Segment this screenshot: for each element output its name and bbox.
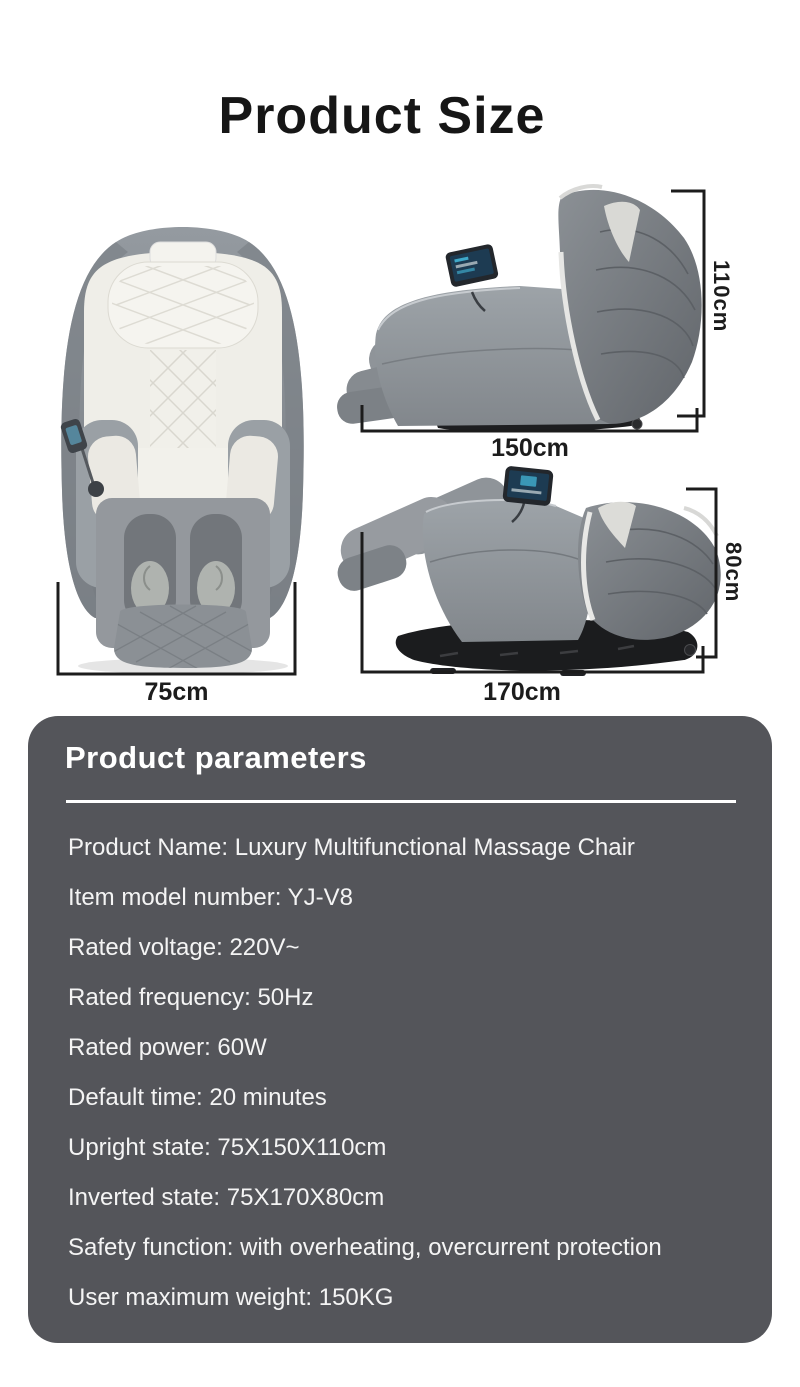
parameter-item: Default time: 20 minutes bbox=[68, 1084, 327, 1111]
reclined-armrest bbox=[423, 500, 592, 642]
reclined-height-label: 80cm bbox=[721, 542, 746, 603]
parameter-item: Upright state: 75X150X110cm bbox=[68, 1134, 387, 1161]
parameter-item: Safety function: with overheating, overcurrent protection bbox=[68, 1234, 662, 1261]
parameter-item: Rated voltage: 220V~ bbox=[68, 934, 300, 961]
upright-length-label: 150cm bbox=[491, 434, 569, 462]
front-view-image bbox=[60, 227, 304, 674]
front-width-label: 75cm bbox=[144, 678, 209, 706]
product-parameters-panel bbox=[28, 716, 772, 1343]
parameters-heading: Product parameters bbox=[65, 740, 367, 775]
parameter-item: Item model number: YJ-V8 bbox=[68, 884, 354, 911]
parameter-item: Product Name: Luxury Multifunctional Massage Chair bbox=[68, 834, 635, 861]
reclined-backrest bbox=[578, 502, 721, 640]
parameter-item: User maximum weight: 150KG bbox=[68, 1284, 394, 1311]
parameter-item: Rated frequency: 50Hz bbox=[68, 984, 314, 1011]
parameter-item: Rated power: 60W bbox=[68, 1034, 267, 1061]
parameters-list bbox=[68, 823, 758, 1323]
upright-height-label: 110cm bbox=[709, 260, 734, 333]
upright-side-view-image bbox=[335, 186, 702, 432]
heading-divider bbox=[66, 800, 736, 803]
reclined-side-view-image bbox=[333, 466, 720, 676]
reclined-length-label: 170cm bbox=[483, 678, 561, 706]
page-title: Product Size bbox=[218, 87, 546, 145]
parameter-item: Inverted state: 75X170X80cm bbox=[68, 1184, 385, 1211]
